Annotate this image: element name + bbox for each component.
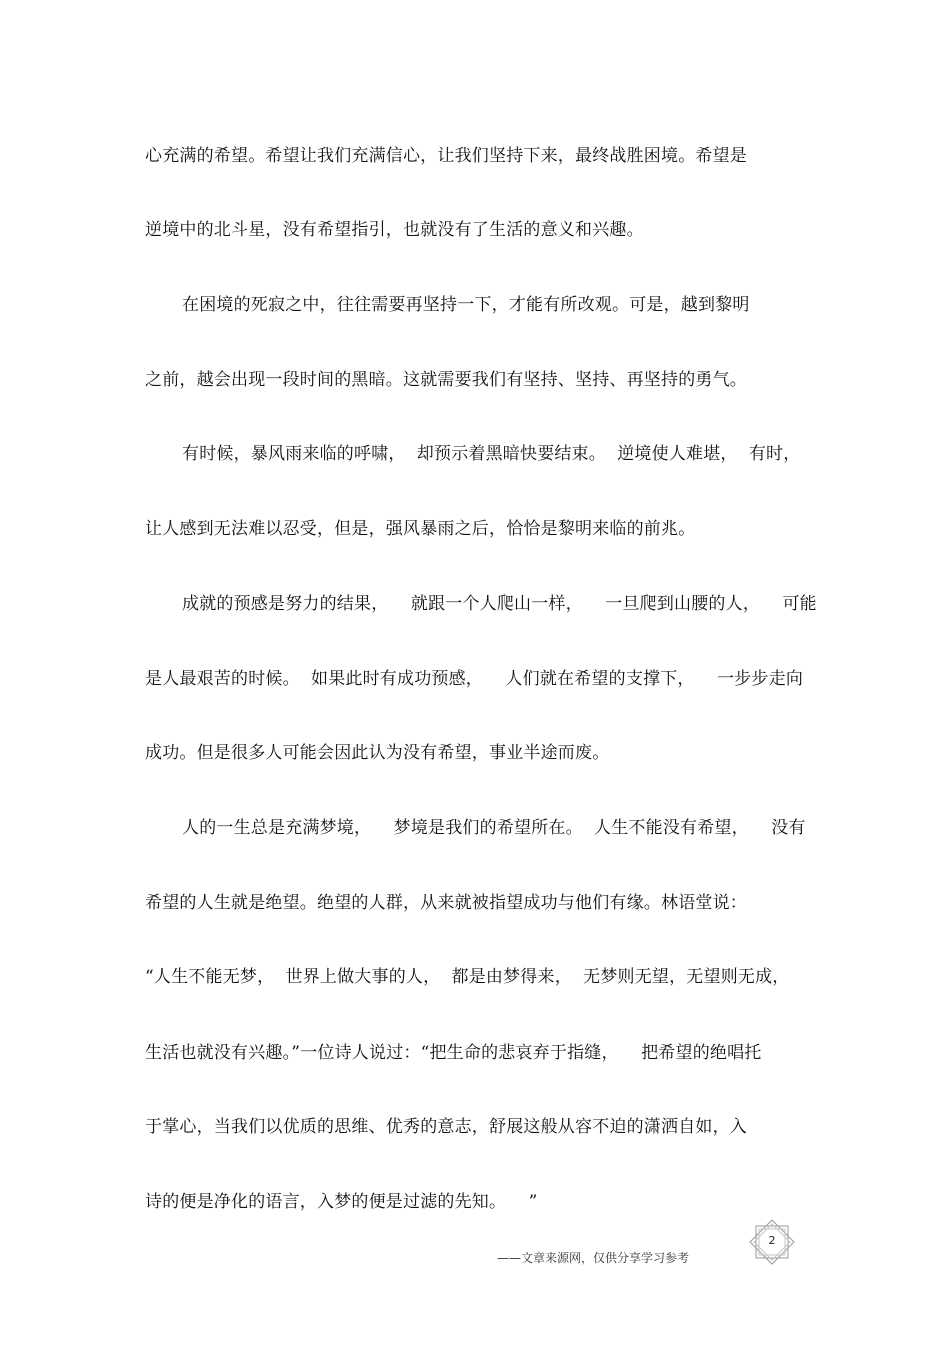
text-line: 之前，越会出现一段时间的黑暗。这就需要我们有坚持、坚持、再坚持的勇气。 — [145, 370, 747, 390]
text-line: 成功。但是很多人可能会因此认为没有希望，事业半途而废。 — [145, 743, 610, 763]
text-line: 让人感到无法难以忍受，但是，强风暴雨之后，恰恰是黎明来临的前兆。 — [145, 519, 696, 539]
paragraph-start-line: 人的一生总是充满梦境， 梦境是我们的希望所在。 人生不能没有希望， 没有 — [182, 818, 806, 838]
paragraph-start-line: 成就的预感是努力的结果， 就跟一个人爬山一样， 一旦爬到山腰的人， 可能 — [182, 594, 817, 614]
text-line: 希望的人生就是绝望。绝望的人群，从来就被指望成功与他们有缘。林语堂说： — [145, 893, 747, 913]
page-number-badge — [748, 1218, 796, 1266]
text-line: 是人最艰苦的时候。 如果此时有成功预感， 人们就在希望的支撑下， 一步步走向 — [145, 669, 804, 689]
text-line: 于掌心，当我们以优质的思维、优秀的意志，舒展这般从容不迫的潇洒自如，入 — [145, 1117, 747, 1137]
page-number: 2 — [768, 1234, 776, 1247]
text-line: 诗的便是净化的语言，入梦的便是过滤的先知。 ” — [145, 1192, 538, 1212]
text-line: 逆境中的北斗星，没有希望指引，也就没有了生活的意义和兴趣。 — [145, 220, 644, 240]
paragraph-start-line: 在困境的死寂之中，往往需要再坚持一下，才能有所改观。可是，越到黎明 — [182, 295, 750, 315]
source-note: ——文章来源网，仅供分享学习参考 — [497, 1251, 690, 1265]
text-line: “人生不能无梦， 世界上做大事的人， 都是由梦得来， 无梦则无望，无望则无成， — [145, 967, 790, 987]
text-line: 心充满的希望。希望让我们充满信心，让我们坚持下来，最终战胜困境。希望是 — [145, 146, 747, 166]
text-line: 生活也就没有兴趣。”一位诗人说过：“把生命的悲哀弃于指缝， 把希望的绝唱托 — [145, 1043, 762, 1063]
paragraph-start-line: 有时候，暴风雨来临的呼啸， 却预示着黑暗快要结束。 逆境使人难堪， 有时， — [182, 444, 801, 464]
